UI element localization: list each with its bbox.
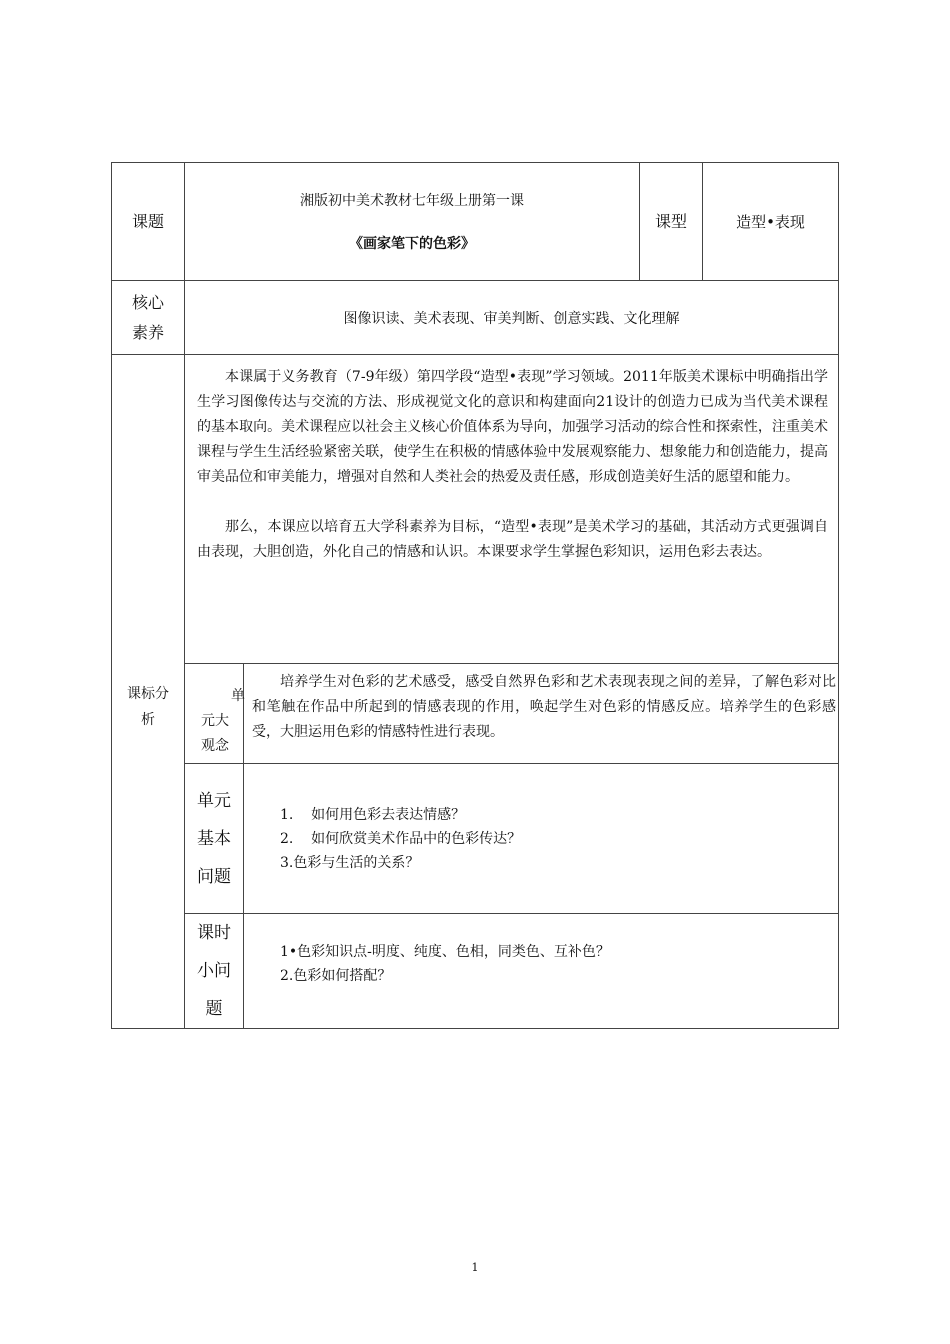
lesson-plan-table [111, 162, 839, 1029]
big-idea-label-line3: 观念 [201, 738, 229, 754]
analysis-paragraph-1: 本课属于义务教育（7-9年级）第四学段“造型•表现”学习领域。2011年版美术课标中明确指出学生学习图像传达与交流的方法、形成视觉文化的意识和构建面向21设计的创造力已成为当代美术课程的基本取向。美术课程应以社会主义核心价值体系为导向，加强学习活动的综合性和探索性，注重美术课程与学生生活经验紧密关联，使学生在积极的情感体验中发展观察能力、想象能力和创造能力，提高审美品位和审美能力，增强对自然和人类社会的热爱及责任感，形成创造美好生活的愿望和能力。 [197, 369, 828, 485]
type-label: 课型 [640, 163, 703, 281]
big-idea-content [244, 664, 839, 764]
core-value: 图像识读、美术表现、审美判断、创意实践、文化理解 [185, 281, 839, 355]
basic-question-3: 3.色彩与生活的关系？ [280, 854, 420, 871]
analysis-label-line2: 析 [141, 711, 155, 728]
basic-questions-label [185, 764, 244, 914]
analysis-label [112, 355, 185, 1029]
analysis-row [112, 355, 839, 664]
analysis-content [185, 355, 839, 664]
course-title-cell [185, 163, 640, 281]
basic-questions-label-line1: 单元 [197, 790, 231, 811]
lesson-questions-label [185, 914, 244, 1029]
type-value: 造型•表现 [703, 163, 839, 281]
big-idea-label-char: 单 [231, 688, 245, 704]
basic-question-2: 2. 如何欣赏美术作品中的色彩传达？ [280, 830, 522, 847]
lesson-questions-label-line3: 题 [205, 999, 223, 1019]
course-row [112, 163, 839, 281]
course-title: 《画家笔下的色彩》 [349, 235, 475, 252]
lesson-questions-label-line2: 小问 [197, 961, 231, 981]
core-row [112, 281, 839, 355]
analysis-paragraph-2: 那么，本课应以培育五大学科素养为目标，“造型•表现”是美术学习的基础，其活动方式更强调自由表现，大胆创造，外化自己的情感和认识。本课要求学生掌握色彩知识，运用色彩去表达。 [197, 519, 828, 560]
lesson-question-2: 2.色彩如何搭配？ [280, 968, 392, 984]
core-label [112, 281, 185, 355]
core-label-line2: 素养 [131, 322, 164, 342]
page-number: 1 [471, 1261, 479, 1274]
lesson-question-1: 1•色彩知识点-明度、纯度、色相，同类色、互补色？ [280, 944, 610, 960]
lesson-questions-row [112, 914, 839, 1029]
core-label-line1: 核心 [131, 292, 164, 312]
big-idea-label-line2: 元大 [201, 713, 229, 729]
basic-questions-label-line3: 问题 [197, 866, 231, 887]
basic-questions-label-line2: 基本 [197, 828, 231, 849]
course-subtitle: 湘版初中美术教材七年级上册第一课 [300, 192, 524, 209]
basic-questions-content [244, 764, 839, 914]
big-idea-label [185, 664, 244, 764]
basic-question-1: 1. 如何用色彩去表达情感？ [280, 806, 466, 823]
course-label: 课题 [112, 163, 185, 281]
analysis-label-line1: 课标分 [127, 685, 169, 702]
big-idea-text: 培养学生对色彩的艺术感受，感受自然界色彩和艺术表现表现之间的差异，了解色彩对比和笔触在作品中所起到的情感表现的作用，唤起学生对色彩的情感反应。培养学生的色彩感受，大胆运用色彩的情感特性进行表现。 [252, 674, 836, 740]
lesson-questions-content [244, 914, 839, 1029]
big-idea-row [112, 664, 839, 764]
lesson-questions-label-line1: 课时 [197, 923, 231, 943]
basic-questions-row [112, 764, 839, 914]
